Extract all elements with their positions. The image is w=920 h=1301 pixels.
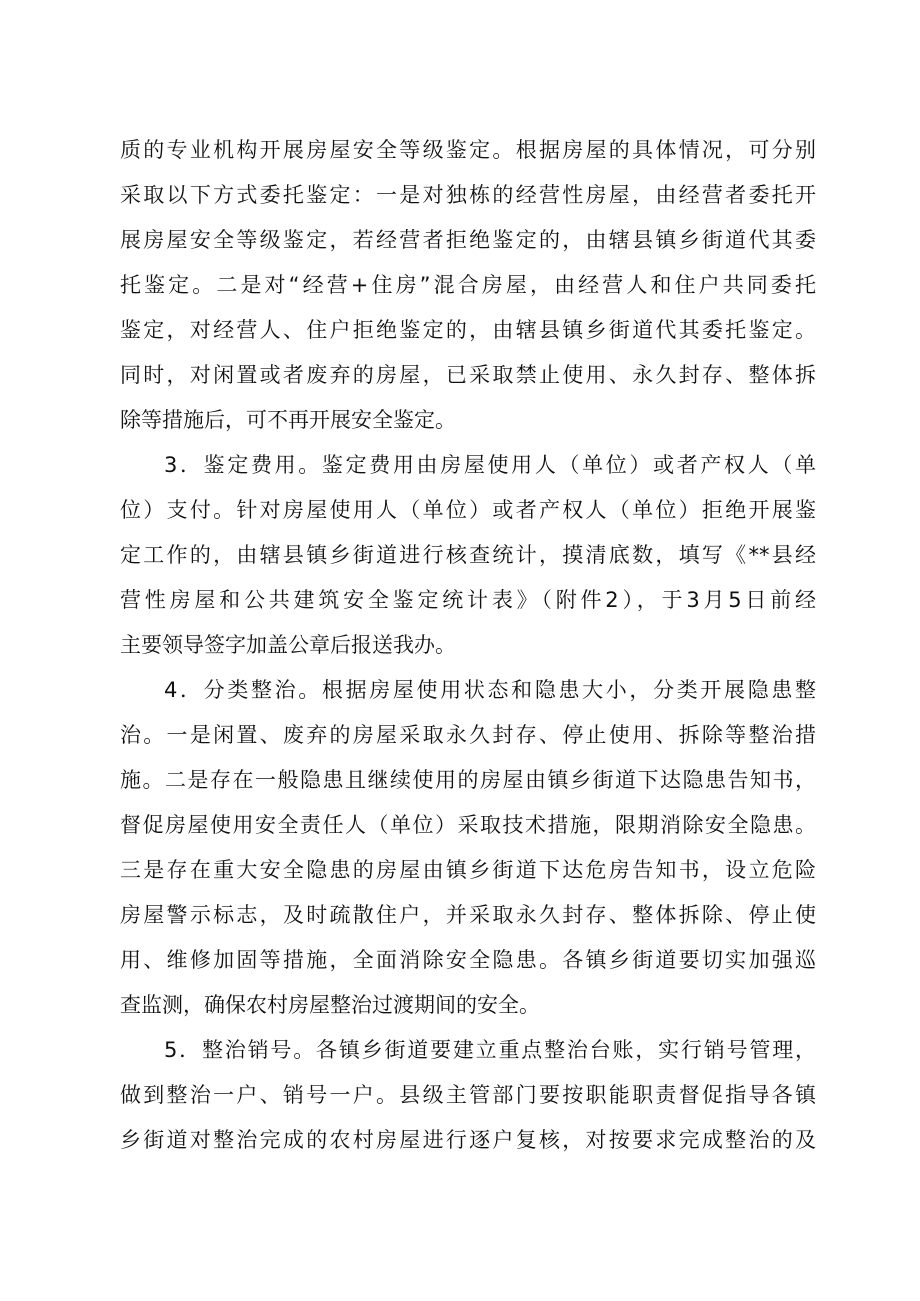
section-5-heading-line: 5．整治销号。各镇乡街道要建立重点整治台账，实行销号管理，	[164, 1038, 816, 1062]
section-3-heading-line: 3．鉴定费用。鉴定费用由房屋使用人（单位）或者产权人（单	[164, 453, 816, 477]
text-line: 营性房屋和公共建筑安全鉴定统计表》（附件2），于3月5日前经	[120, 588, 816, 612]
text-line: 除等措施后，可不再开展安全鉴定。	[120, 408, 456, 432]
text-line: 施。二是存在一般隐患且继续使用的房屋由镇乡街道下达隐患告知书，	[120, 768, 816, 792]
text-line: 质的专业机构开展房屋安全等级鉴定。根据房屋的具体情况，可分别	[120, 138, 816, 162]
section-4-heading-line: 4．分类整治。根据房屋使用状态和隐患大小，分类开展隐患整	[164, 678, 816, 702]
text-line: 同时，对闲置或者废弃的房屋，已采取禁止使用、永久封存、整体拆	[120, 363, 816, 387]
text-line: 用、维修加固等措施，全面消除安全隐患。各镇乡街道要切实加强巡	[120, 948, 816, 972]
text-line: 查监测，确保农村房屋整治过渡期间的安全。	[120, 993, 540, 1017]
text-line: 展房屋安全等级鉴定，若经营者拒绝鉴定的，由辖县镇乡街道代其委	[120, 228, 816, 252]
text-line: 主要领导签字加盖公章后报送我办。	[120, 633, 456, 657]
text-line: 采取以下方式委托鉴定：一是对独栋的经营性房屋，由经营者委托开	[120, 183, 816, 207]
text-line: 房屋警示标志，及时疏散住户，并采取永久封存、整体拆除、停止使	[120, 903, 816, 927]
text-line: 治。一是闲置、废弃的房屋采取永久封存、停止使用、拆除等整治措	[120, 723, 816, 747]
text-line: 乡街道对整治完成的农村房屋进行逐户复核，对按要求完成整治的及	[120, 1128, 816, 1152]
text-line: 托鉴定。二是对“经营+住房”混合房屋，由经营人和住户共同委托	[120, 273, 816, 297]
text-line: 督促房屋使用安全责任人（单位）采取技术措施，限期消除安全隐患。	[120, 813, 816, 837]
text-line: 定工作的，由辖县镇乡街道进行核查统计，摸清底数，填写《**县经	[120, 543, 816, 567]
text-line: 三是存在重大安全隐患的房屋由镇乡街道下达危房告知书，设立危险	[120, 858, 816, 882]
text-line: 做到整治一户、销号一户。县级主管部门要按职能职责督促指导各镇	[120, 1083, 816, 1107]
text-line: 位）支付。针对房屋使用人（单位）或者产权人（单位）拒绝开展鉴	[120, 498, 816, 522]
document-body	[120, 128, 816, 1163]
text-line: 鉴定，对经营人、住户拒绝鉴定的，由辖县镇乡街道代其委托鉴定。	[120, 318, 816, 342]
